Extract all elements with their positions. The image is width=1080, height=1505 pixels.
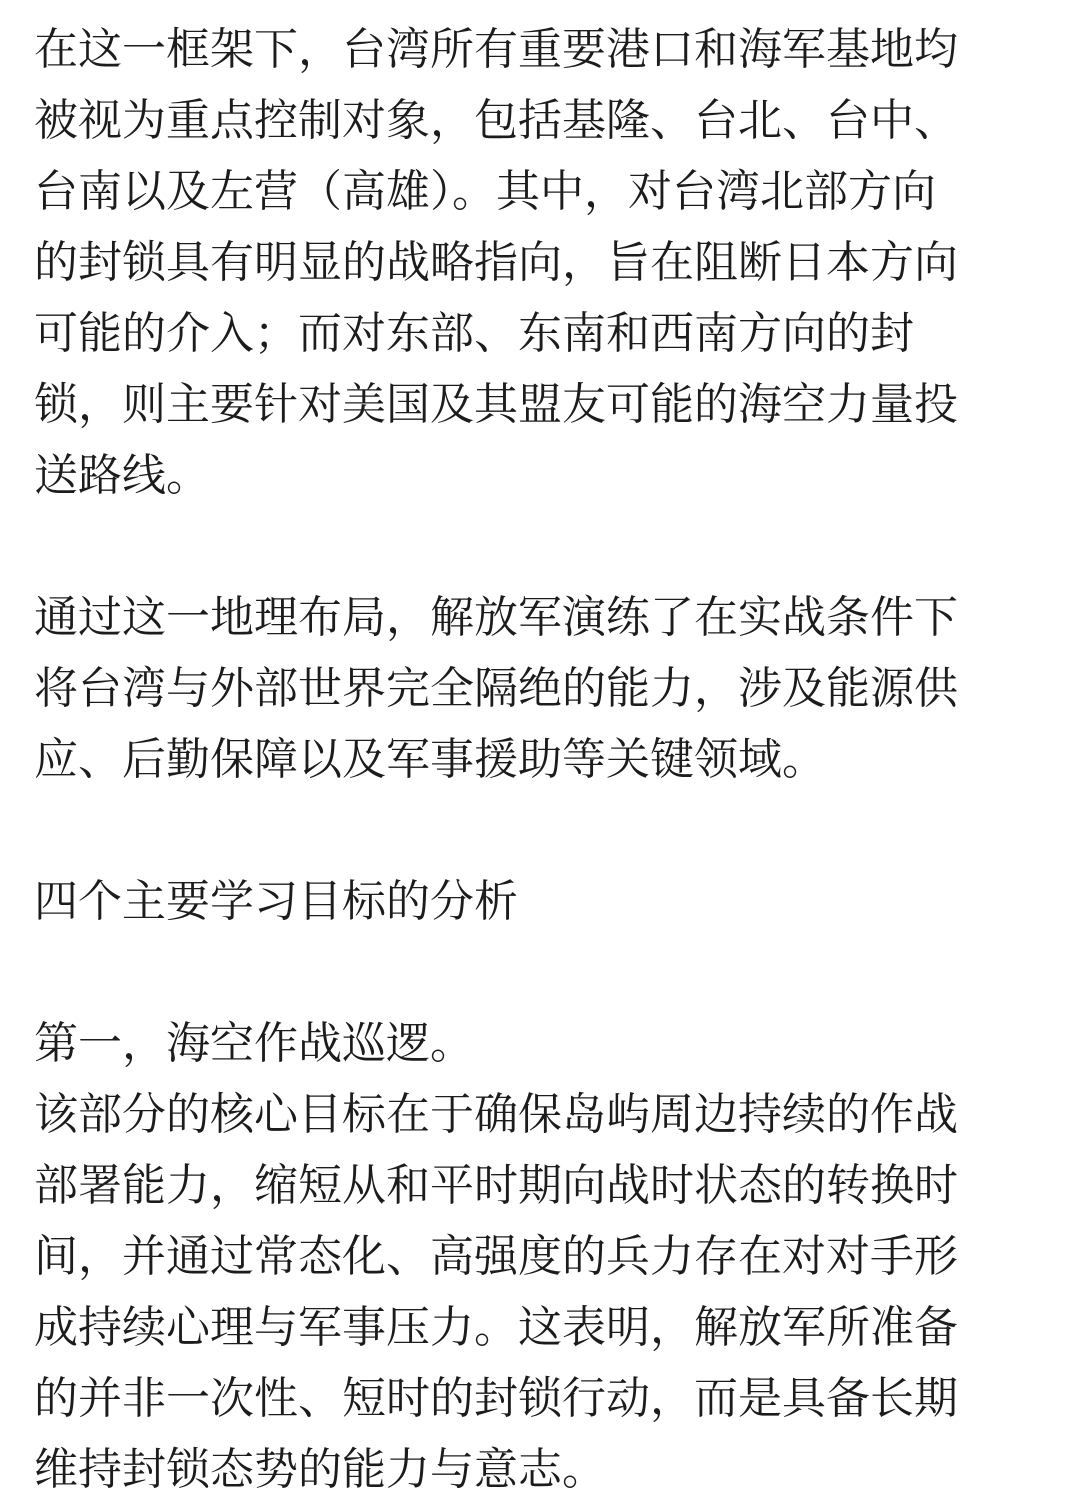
paragraph-geography [34,582,1046,795]
paragraph-line: 应、后勤保障以及军事援助等关键领域。 [34,734,826,785]
subsection-title: 第一，海空作战巡逻。 [34,1018,474,1069]
paragraph-framework [34,14,1046,511]
paragraph-line: 的并非一次性、短时的封锁行动，而是具备长期 [34,1373,958,1424]
paragraph-line: 将台湾与外部世界完全隔绝的能力，涉及能源供 [34,663,958,714]
paragraph-line: 可能的介入；而对东部、东南和西南方向的封 [34,308,914,359]
paragraph-line: 间，并通过常态化、高强度的兵力存在对对手形 [34,1231,958,1282]
paragraph-spacer [34,795,1046,866]
paragraph-spacer [34,511,1046,582]
paragraph-line: 成持续心理与军事压力。这表明，解放军所准备 [34,1302,958,1353]
paragraph-line: 在这一框架下，台湾所有重要港口和海军基地均 [34,24,958,75]
paragraph-line: 的封锁具有明显的战略指向，旨在阻断日本方向 [34,237,958,288]
subsection-patrol [34,1008,1046,1505]
paragraph-line: 送路线。 [34,450,210,501]
paragraph-line: 被视为重点控制对象，包括基隆、台北、台中、 [34,95,958,146]
section-heading: 四个主要学习目标的分析 [34,876,518,927]
paragraph-line: 部署能力，缩短从和平时期向战时状态的转换时 [34,1160,958,1211]
paragraph-spacer [34,937,1046,1008]
paragraph-line: 通过这一地理布局，解放军演练了在实战条件下 [34,592,958,643]
paragraph-line: 台南以及左营（高雄）。其中，对台湾北部方向 [34,166,936,217]
paragraph-line: 维持封锁态势的能力与意志。 [34,1444,606,1495]
paragraph-line: 锁，则主要针对美国及其盟友可能的海空力量投 [34,379,958,430]
paragraph-line: 该部分的核心目标在于确保岛屿周边持续的作战 [34,1089,958,1140]
